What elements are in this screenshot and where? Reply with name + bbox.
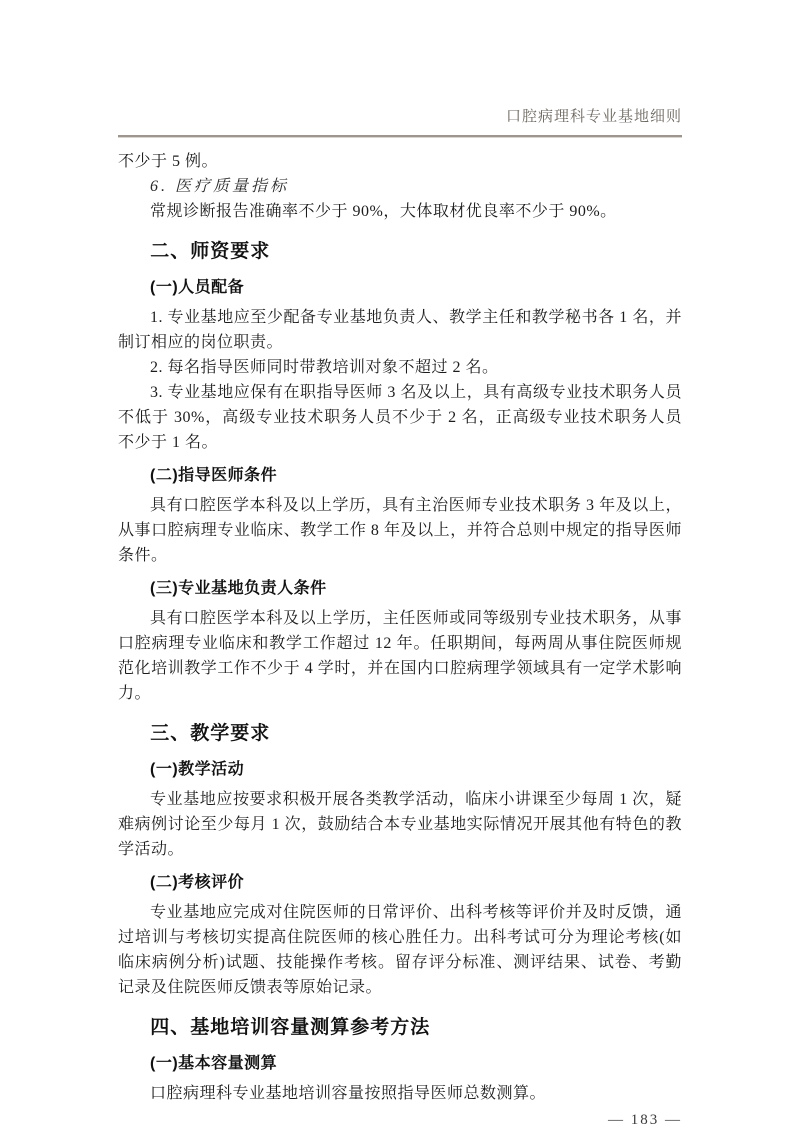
subsection-heading-teaching-activities: (一)教学活动 <box>150 761 245 778</box>
subsection-heading-staffing: (一)人员配备 <box>150 279 245 296</box>
section-heading-capacity: 四、基地培训容量测算参考方法 <box>150 1017 431 1038</box>
paragraph: 专业基地应按要求积极开展各类教学活动，临床小讲课至少每周 1 次，疑难病例讨论至少每月 1 次，鼓励结合本专业基地实际情况开展其他有特色的教学活动。 <box>118 791 682 858</box>
subsection-heading-base-leader-criteria: (三)专业基地负责人条件 <box>150 580 327 597</box>
paragraph: 专业基地应完成对住院医师的日常评价、出科考核等评价并及时反馈，通过培训与考核切实提高住院医师的核心胜任力。出科考试可分为理论考核(如临床病例分析)试题、技能操作考核。留存评分标准、测评结果、试卷、考勤记录及住院医师反馈表等原始记录。 <box>118 904 682 996</box>
subsection-heading-basic-capacity: (一)基本容量测算 <box>150 1055 278 1072</box>
paragraph: 1. 专业基地应至少配备专业基地负责人、教学主任和教学秘书各 1 名，并制订相应的岗位职责。 <box>118 309 682 351</box>
paragraph: 不少于 5 例。 <box>118 153 219 170</box>
kai-numbered-item: 6. 医疗质量指标 <box>150 178 290 195</box>
paragraph: 口腔病理科专业基地培训容量按照指导医师总数测算。 <box>150 1085 547 1102</box>
subsection-heading-supervisor-criteria: (二)指导医师条件 <box>150 467 278 484</box>
paragraph: 常规诊断报告准确率不少于 90%，大体取材优良率不少于 90%。 <box>150 203 617 220</box>
page-number: — 183 — <box>608 1112 682 1128</box>
paragraph: 具有口腔医学本科及以上学历，主任医师或同等级别专业技术职务，从事口腔病理专业临床和教学工作超过 12 年。任职期间，每两周从事住院医师规范化培训教学工作不少于 4 学时，并在国内口腔病理学领域具有一定学术影响力。 <box>118 610 682 702</box>
subsection-heading-assessment: (二)考核评价 <box>150 874 245 891</box>
section-heading-teaching: 三、教学要求 <box>150 723 271 744</box>
document-body <box>118 149 682 1106</box>
running-head: 口腔病理科专业基地细则 <box>505 109 682 125</box>
header-rule <box>118 135 682 138</box>
section-heading-teachers: 二、师资要求 <box>150 241 271 262</box>
paragraph: 3. 专业基地应保有在职指导医师 3 名及以上，具有高级专业技术职务人员不低于 30%，高级专业技术职务人员不少于 2 名，正高级专业技术职务人员不少于 1 名。 <box>118 384 682 451</box>
paragraph: 具有口腔医学本科及以上学历，具有主治医师专业技术职务 3 年及以上，从事口腔病理专业临床、教学工作 8 年及以上，并符合总则中规定的指导医师条件。 <box>118 497 682 564</box>
paragraph: 2. 每名指导医师同时带教培训对象不超过 2 名。 <box>150 359 499 376</box>
